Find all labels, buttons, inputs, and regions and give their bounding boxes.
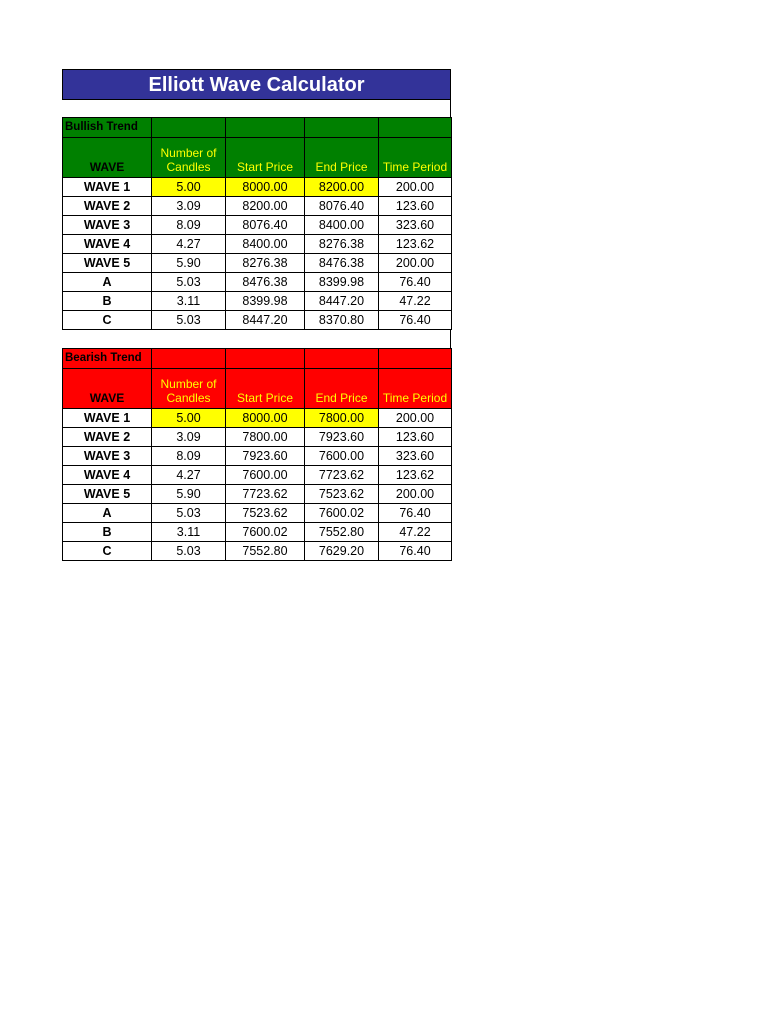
header-candles-label: Number of Candles: [160, 146, 217, 174]
header-start-price: Start Price: [226, 138, 305, 178]
table-row: [63, 485, 452, 504]
end-price-cell[interactable]: 8399.98: [305, 273, 379, 292]
candles-cell[interactable]: 3.09: [152, 428, 226, 447]
time-period-cell[interactable]: 200.00: [379, 409, 452, 428]
end-price-cell[interactable]: 8476.38: [305, 254, 379, 273]
wave-cell[interactable]: WAVE 5: [63, 254, 152, 273]
bullish-trend-row: [63, 118, 452, 138]
end-price-cell[interactable]: 8400.00: [305, 216, 379, 235]
time-period-cell[interactable]: 123.60: [379, 197, 452, 216]
table-row: [63, 447, 452, 466]
header-wave: WAVE: [63, 369, 152, 409]
header-candles: [152, 138, 226, 178]
start-price-cell[interactable]: 8276.38: [226, 254, 305, 273]
time-period-cell[interactable]: 123.62: [379, 235, 452, 254]
end-price-cell[interactable]: 7523.62: [305, 485, 379, 504]
candles-cell[interactable]: 5.90: [152, 254, 226, 273]
wave-cell[interactable]: WAVE 2: [63, 197, 152, 216]
empty-cell[interactable]: [226, 349, 305, 369]
empty-cell[interactable]: [379, 118, 452, 138]
bearish-trend-label: Bearish Trend: [63, 349, 152, 369]
time-period-cell[interactable]: 47.22: [379, 292, 452, 311]
spacer-row: [62, 100, 451, 117]
candles-cell[interactable]: 3.09: [152, 197, 226, 216]
end-price-cell[interactable]: 7923.60: [305, 428, 379, 447]
wave-cell[interactable]: WAVE 5: [63, 485, 152, 504]
candles-cell[interactable]: 8.09: [152, 216, 226, 235]
end-price-cell[interactable]: 7800.00: [305, 409, 379, 428]
candles-cell[interactable]: 5.03: [152, 542, 226, 561]
table-row: [63, 311, 452, 330]
end-price-cell[interactable]: 7600.00: [305, 447, 379, 466]
start-price-cell[interactable]: 8447.20: [226, 311, 305, 330]
end-price-cell[interactable]: 8370.80: [305, 311, 379, 330]
table-row: [63, 504, 452, 523]
end-price-cell[interactable]: 8447.20: [305, 292, 379, 311]
time-period-cell[interactable]: 123.62: [379, 466, 452, 485]
wave-cell[interactable]: WAVE 3: [63, 447, 152, 466]
candles-cell[interactable]: 3.11: [152, 292, 226, 311]
candles-cell[interactable]: 8.09: [152, 447, 226, 466]
wave-cell[interactable]: WAVE 4: [63, 235, 152, 254]
header-candles-label: Number of Candles: [160, 377, 217, 405]
time-period-cell[interactable]: 76.40: [379, 273, 452, 292]
start-price-cell[interactable]: 8076.40: [226, 216, 305, 235]
wave-cell[interactable]: WAVE 4: [63, 466, 152, 485]
end-price-cell[interactable]: 7629.20: [305, 542, 379, 561]
time-period-cell[interactable]: 323.60: [379, 447, 452, 466]
header-time-period: Time Period: [379, 138, 452, 178]
empty-cell[interactable]: [226, 118, 305, 138]
table-row: [63, 178, 452, 197]
wave-cell[interactable]: WAVE 1: [63, 178, 152, 197]
start-price-cell[interactable]: 7600.02: [226, 523, 305, 542]
time-period-cell[interactable]: 200.00: [379, 485, 452, 504]
bullish-header-row: [63, 138, 452, 178]
end-price-cell[interactable]: 8076.40: [305, 197, 379, 216]
empty-cell[interactable]: [152, 349, 226, 369]
time-period-cell[interactable]: 200.00: [379, 254, 452, 273]
wave-cell[interactable]: C: [63, 542, 152, 561]
page-title: Elliott Wave Calculator: [62, 69, 451, 100]
candles-cell[interactable]: 5.00: [152, 409, 226, 428]
header-time-period: Time Period: [379, 369, 452, 409]
wave-cell[interactable]: B: [63, 292, 152, 311]
start-price-cell[interactable]: 8476.38: [226, 273, 305, 292]
table-row: [63, 409, 452, 428]
wave-cell[interactable]: A: [63, 273, 152, 292]
candles-cell[interactable]: 5.00: [152, 178, 226, 197]
start-price-cell[interactable]: 8400.00: [226, 235, 305, 254]
time-period-cell[interactable]: 76.40: [379, 504, 452, 523]
header-wave: WAVE: [63, 138, 152, 178]
table-row: [63, 542, 452, 561]
start-price-cell[interactable]: 7723.62: [226, 485, 305, 504]
spacer-row: [62, 330, 451, 348]
start-price-cell[interactable]: 7552.80: [226, 542, 305, 561]
end-price-cell[interactable]: 8200.00: [305, 178, 379, 197]
start-price-cell[interactable]: 8200.00: [226, 197, 305, 216]
start-price-cell[interactable]: 8000.00: [226, 178, 305, 197]
table-row: [63, 292, 452, 311]
table-row: [63, 273, 452, 292]
time-period-cell[interactable]: 76.40: [379, 311, 452, 330]
wave-cell[interactable]: C: [63, 311, 152, 330]
end-price-cell[interactable]: 7723.62: [305, 466, 379, 485]
time-period-cell[interactable]: 123.60: [379, 428, 452, 447]
empty-cell[interactable]: [152, 118, 226, 138]
candles-cell[interactable]: 3.11: [152, 523, 226, 542]
wave-cell[interactable]: WAVE 1: [63, 409, 152, 428]
start-price-cell[interactable]: 7800.00: [226, 428, 305, 447]
bearish-table: [62, 348, 452, 561]
start-price-cell[interactable]: 8399.98: [226, 292, 305, 311]
start-price-cell[interactable]: 8000.00: [226, 409, 305, 428]
wave-cell[interactable]: A: [63, 504, 152, 523]
table-row: [63, 235, 452, 254]
end-price-cell[interactable]: 8276.38: [305, 235, 379, 254]
wave-cell[interactable]: WAVE 2: [63, 428, 152, 447]
end-price-cell[interactable]: 7600.02: [305, 504, 379, 523]
header-end-price: End Price: [305, 369, 379, 409]
bullish-trend-label: Bullish Trend: [63, 118, 152, 138]
empty-cell[interactable]: [305, 349, 379, 369]
table-row: [63, 216, 452, 235]
start-price-cell[interactable]: 7600.00: [226, 466, 305, 485]
table-row: [63, 197, 452, 216]
wave-cell[interactable]: B: [63, 523, 152, 542]
time-period-cell[interactable]: 323.60: [379, 216, 452, 235]
bearish-header-row: [63, 369, 452, 409]
time-period-cell[interactable]: 47.22: [379, 523, 452, 542]
candles-cell[interactable]: 4.27: [152, 466, 226, 485]
candles-cell[interactable]: 4.27: [152, 235, 226, 254]
empty-cell[interactable]: [379, 349, 452, 369]
start-price-cell[interactable]: 7523.62: [226, 504, 305, 523]
bearish-trend-row: [63, 349, 452, 369]
candles-cell[interactable]: 5.03: [152, 311, 226, 330]
time-period-cell[interactable]: 76.40: [379, 542, 452, 561]
candles-cell[interactable]: 5.90: [152, 485, 226, 504]
table-row: [63, 254, 452, 273]
time-period-cell[interactable]: 200.00: [379, 178, 452, 197]
candles-cell[interactable]: 5.03: [152, 504, 226, 523]
header-candles: [152, 369, 226, 409]
table-row: [63, 466, 452, 485]
table-row: [63, 428, 452, 447]
header-start-price: Start Price: [226, 369, 305, 409]
header-end-price: End Price: [305, 138, 379, 178]
bullish-table: [62, 117, 452, 330]
candles-cell[interactable]: 5.03: [152, 273, 226, 292]
table-row: [63, 523, 452, 542]
empty-cell[interactable]: [305, 118, 379, 138]
wave-cell[interactable]: WAVE 3: [63, 216, 152, 235]
spreadsheet: [62, 69, 451, 561]
start-price-cell[interactable]: 7923.60: [226, 447, 305, 466]
end-price-cell[interactable]: 7552.80: [305, 523, 379, 542]
